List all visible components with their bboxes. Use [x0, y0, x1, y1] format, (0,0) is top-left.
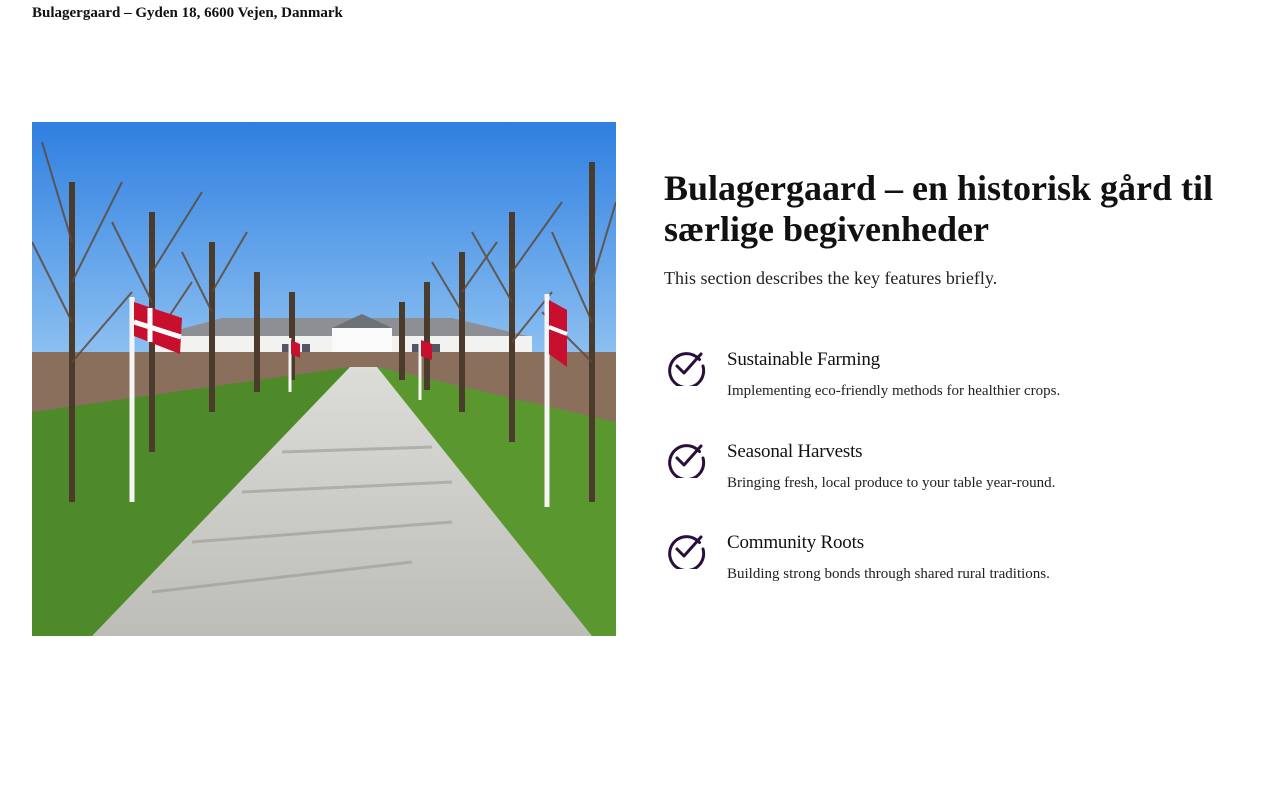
feature-description: Bringing fresh, local produce to your table year-round. — [727, 475, 1056, 491]
feature-title: Seasonal Harvests — [727, 441, 863, 462]
feature-description: Implementing eco-friendly methods for healthier crops. — [727, 383, 1061, 399]
address-line: Bulagergaard – Gyden 18, 6600 Vejen, Danmark — [32, 5, 343, 21]
feature-title: Sustainable Farming — [727, 349, 880, 370]
feature-description: Building strong bonds through shared rural traditions. — [727, 566, 1050, 582]
farm-photo — [32, 122, 616, 636]
check-circle-icon — [666, 438, 706, 478]
farm-photo-illustration — [32, 122, 616, 636]
feature-item — [664, 529, 1244, 589]
feature-item — [664, 346, 1244, 406]
intro-section — [664, 168, 1244, 290]
section-intro: This section describes the key features briefly. — [664, 268, 998, 288]
feature-title: Community Roots — [727, 532, 864, 553]
check-circle-icon — [666, 346, 706, 386]
section-title: Bulagergaard – en historisk gård til særlige begivenheder — [664, 168, 1214, 249]
feature-item — [664, 438, 1244, 498]
check-circle-icon — [666, 529, 706, 569]
